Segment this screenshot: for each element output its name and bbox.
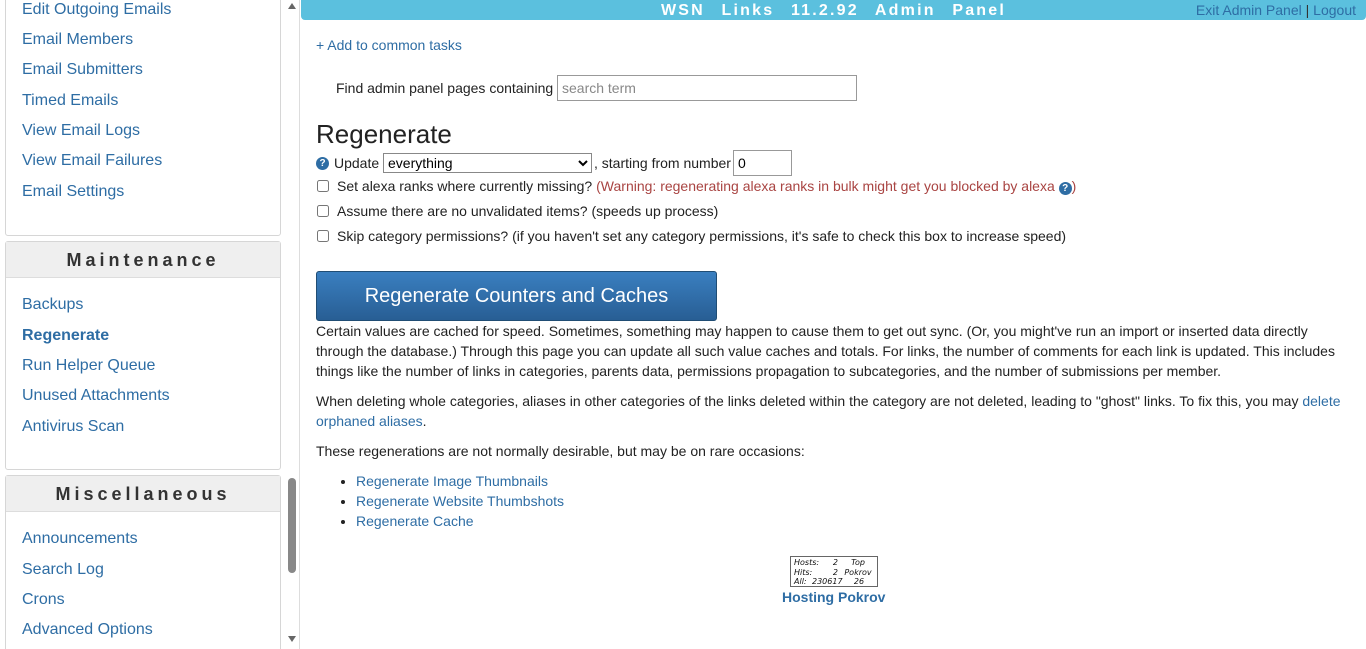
scroll-down-arrow-icon[interactable] <box>288 636 296 642</box>
topbar-links <box>1196 0 1356 20</box>
alexa-ranks-label <box>337 178 1076 195</box>
start-number-input[interactable] <box>733 150 792 176</box>
top-label: Top <box>851 558 865 567</box>
list-item <box>356 471 564 491</box>
alexa-ranks-text: Set alexa ranks where currently missing? <box>337 178 593 194</box>
brand-label: Pokrov <box>844 567 872 577</box>
skip-permissions-label: Skip category permissions? (if you haven't set any category permissions, it's safe to check this box to increase speed) <box>337 228 1067 244</box>
sidebar-item-backups[interactable]: Backups <box>22 296 84 313</box>
scroll-up-arrow-icon[interactable] <box>288 3 296 9</box>
admin-topbar <box>301 0 1366 20</box>
page-title: Regenerate <box>316 119 452 149</box>
maintenance-section <box>5 241 281 470</box>
miscellaneous-header: Miscellaneous <box>6 476 280 512</box>
add-to-common-tasks-link[interactable]: + Add to common tasks <box>316 37 462 53</box>
regenerate-cache-link[interactable]: Regenerate Cache <box>356 513 474 529</box>
admin-search-input[interactable] <box>557 75 857 101</box>
regenerate-image-thumbnails-link[interactable]: Regenerate Image Thumbnails <box>356 473 548 489</box>
sidebar-item-edit-outgoing-emails[interactable]: Edit Outgoing Emails <box>22 1 172 18</box>
list-item <box>356 491 564 511</box>
no-unvalidated-checkbox[interactable] <box>317 205 329 217</box>
starting-number-label: , starting from number <box>594 155 731 171</box>
sidebar-item-unused-attachments[interactable]: Unused Attachments <box>22 387 170 404</box>
alexa-warning-close: ) <box>1071 178 1077 194</box>
maintenance-header: Maintenance <box>6 242 280 278</box>
all-value: 230617 <box>812 577 843 586</box>
exit-admin-panel-link[interactable]: Exit Admin Panel <box>1195 2 1302 18</box>
sidebar-item-view-email-logs[interactable]: View Email Logs <box>22 122 140 139</box>
miscellaneous-section <box>5 475 281 649</box>
scrollbar-thumb[interactable] <box>288 478 296 573</box>
cache-description: Certain values are cached for speed. Sometimes, something may happen to cause them to get out sync. (Or, you might've run an import or inserted data directly through the database.) Through this page you can update all such value caches and totals. For links, the number of comments for each link is updated. This includes things like the number of links in categories, parents data, permissions propagation to subcategories, and the number of submissions per member. <box>316 323 1335 379</box>
email-section <box>5 0 281 236</box>
update-label: Update <box>334 155 380 171</box>
sidebar-item-regenerate[interactable]: Regenerate <box>22 327 110 344</box>
delete-orphaned-aliases-link[interactable]: delete orphaned aliases <box>316 393 1341 429</box>
sidebar-item-email-settings[interactable]: Email Settings <box>22 183 125 200</box>
sidebar-item-advanced-options[interactable]: Advanced Options <box>22 621 153 638</box>
update-type-select[interactable] <box>383 153 592 173</box>
alexa-warning-text: Warning: regenerating alexa ranks in bulk might get you blocked by alexa <box>600 178 1055 194</box>
orphaned-aliases-text: When deleting whole categories, aliases in other categories of the links deleted within the category are not deleted, leading to "ghost" links. To fix this, you may <box>316 393 1303 409</box>
hosts-value: 2 <box>832 558 838 567</box>
sidebar-item-crons[interactable]: Crons <box>22 591 65 608</box>
sidebar-item-run-helper-queue[interactable]: Run Helper Queue <box>22 357 156 374</box>
help-icon[interactable]: ? <box>316 157 329 170</box>
admin-sidebar <box>0 0 300 649</box>
hits-value: 2 <box>832 567 838 577</box>
sidebar-item-view-email-failures[interactable]: View Email Failures <box>22 152 163 169</box>
hosts-label: Hosts: <box>794 558 820 567</box>
regenerate-website-thumbshots-link[interactable]: Regenerate Website Thumbshots <box>356 493 565 509</box>
alexa-warning <box>596 178 1076 194</box>
sidebar-item-email-members[interactable]: Email Members <box>22 31 134 48</box>
skip-permissions-checkbox[interactable] <box>317 230 329 242</box>
regenerate-counters-button[interactable]: Regenerate Counters and Caches <box>316 271 717 321</box>
all-label: All: <box>794 577 807 586</box>
alexa-warning-open: ( <box>596 178 601 194</box>
alexa-help-icon[interactable]: ? <box>1059 182 1072 195</box>
hosting-counter-badge[interactable] <box>790 556 878 587</box>
admin-panel-title: WSN Links 11.2.92 Admin Panel <box>660 2 1007 19</box>
sidebar-item-email-submitters[interactable]: Email Submitters <box>22 61 143 78</box>
orphaned-aliases-end: . <box>422 413 427 429</box>
sidebar-item-antivirus-scan[interactable]: Antivirus Scan <box>22 418 125 435</box>
no-unvalidated-label: Assume there are no unvalidated items? (speeds up process) <box>337 203 719 219</box>
topbar-separator: | <box>1305 2 1310 18</box>
list-item <box>356 511 564 531</box>
regeneration-links-list <box>316 471 564 531</box>
hosting-pokrov-link[interactable]: Hosting Pokrov <box>782 589 886 605</box>
alexa-ranks-checkbox[interactable] <box>317 180 329 192</box>
hits-label: Hits: <box>794 567 813 577</box>
sidebar-item-timed-emails[interactable]: Timed Emails <box>22 92 119 109</box>
sidebar-item-search-log[interactable]: Search Log <box>22 561 104 578</box>
logout-link[interactable]: Logout <box>1313 2 1356 18</box>
rank-value: 26 <box>853 577 865 586</box>
sidebar-item-announcements[interactable]: Announcements <box>22 530 138 547</box>
orphaned-aliases-description <box>316 391 1351 431</box>
find-pages-label: Find admin panel pages containing <box>336 80 554 96</box>
sidebar-scrollbar[interactable] <box>284 0 300 649</box>
rare-regenerations-note: These regenerations are not normally desirable, but may be on rare occasions: <box>316 443 805 459</box>
